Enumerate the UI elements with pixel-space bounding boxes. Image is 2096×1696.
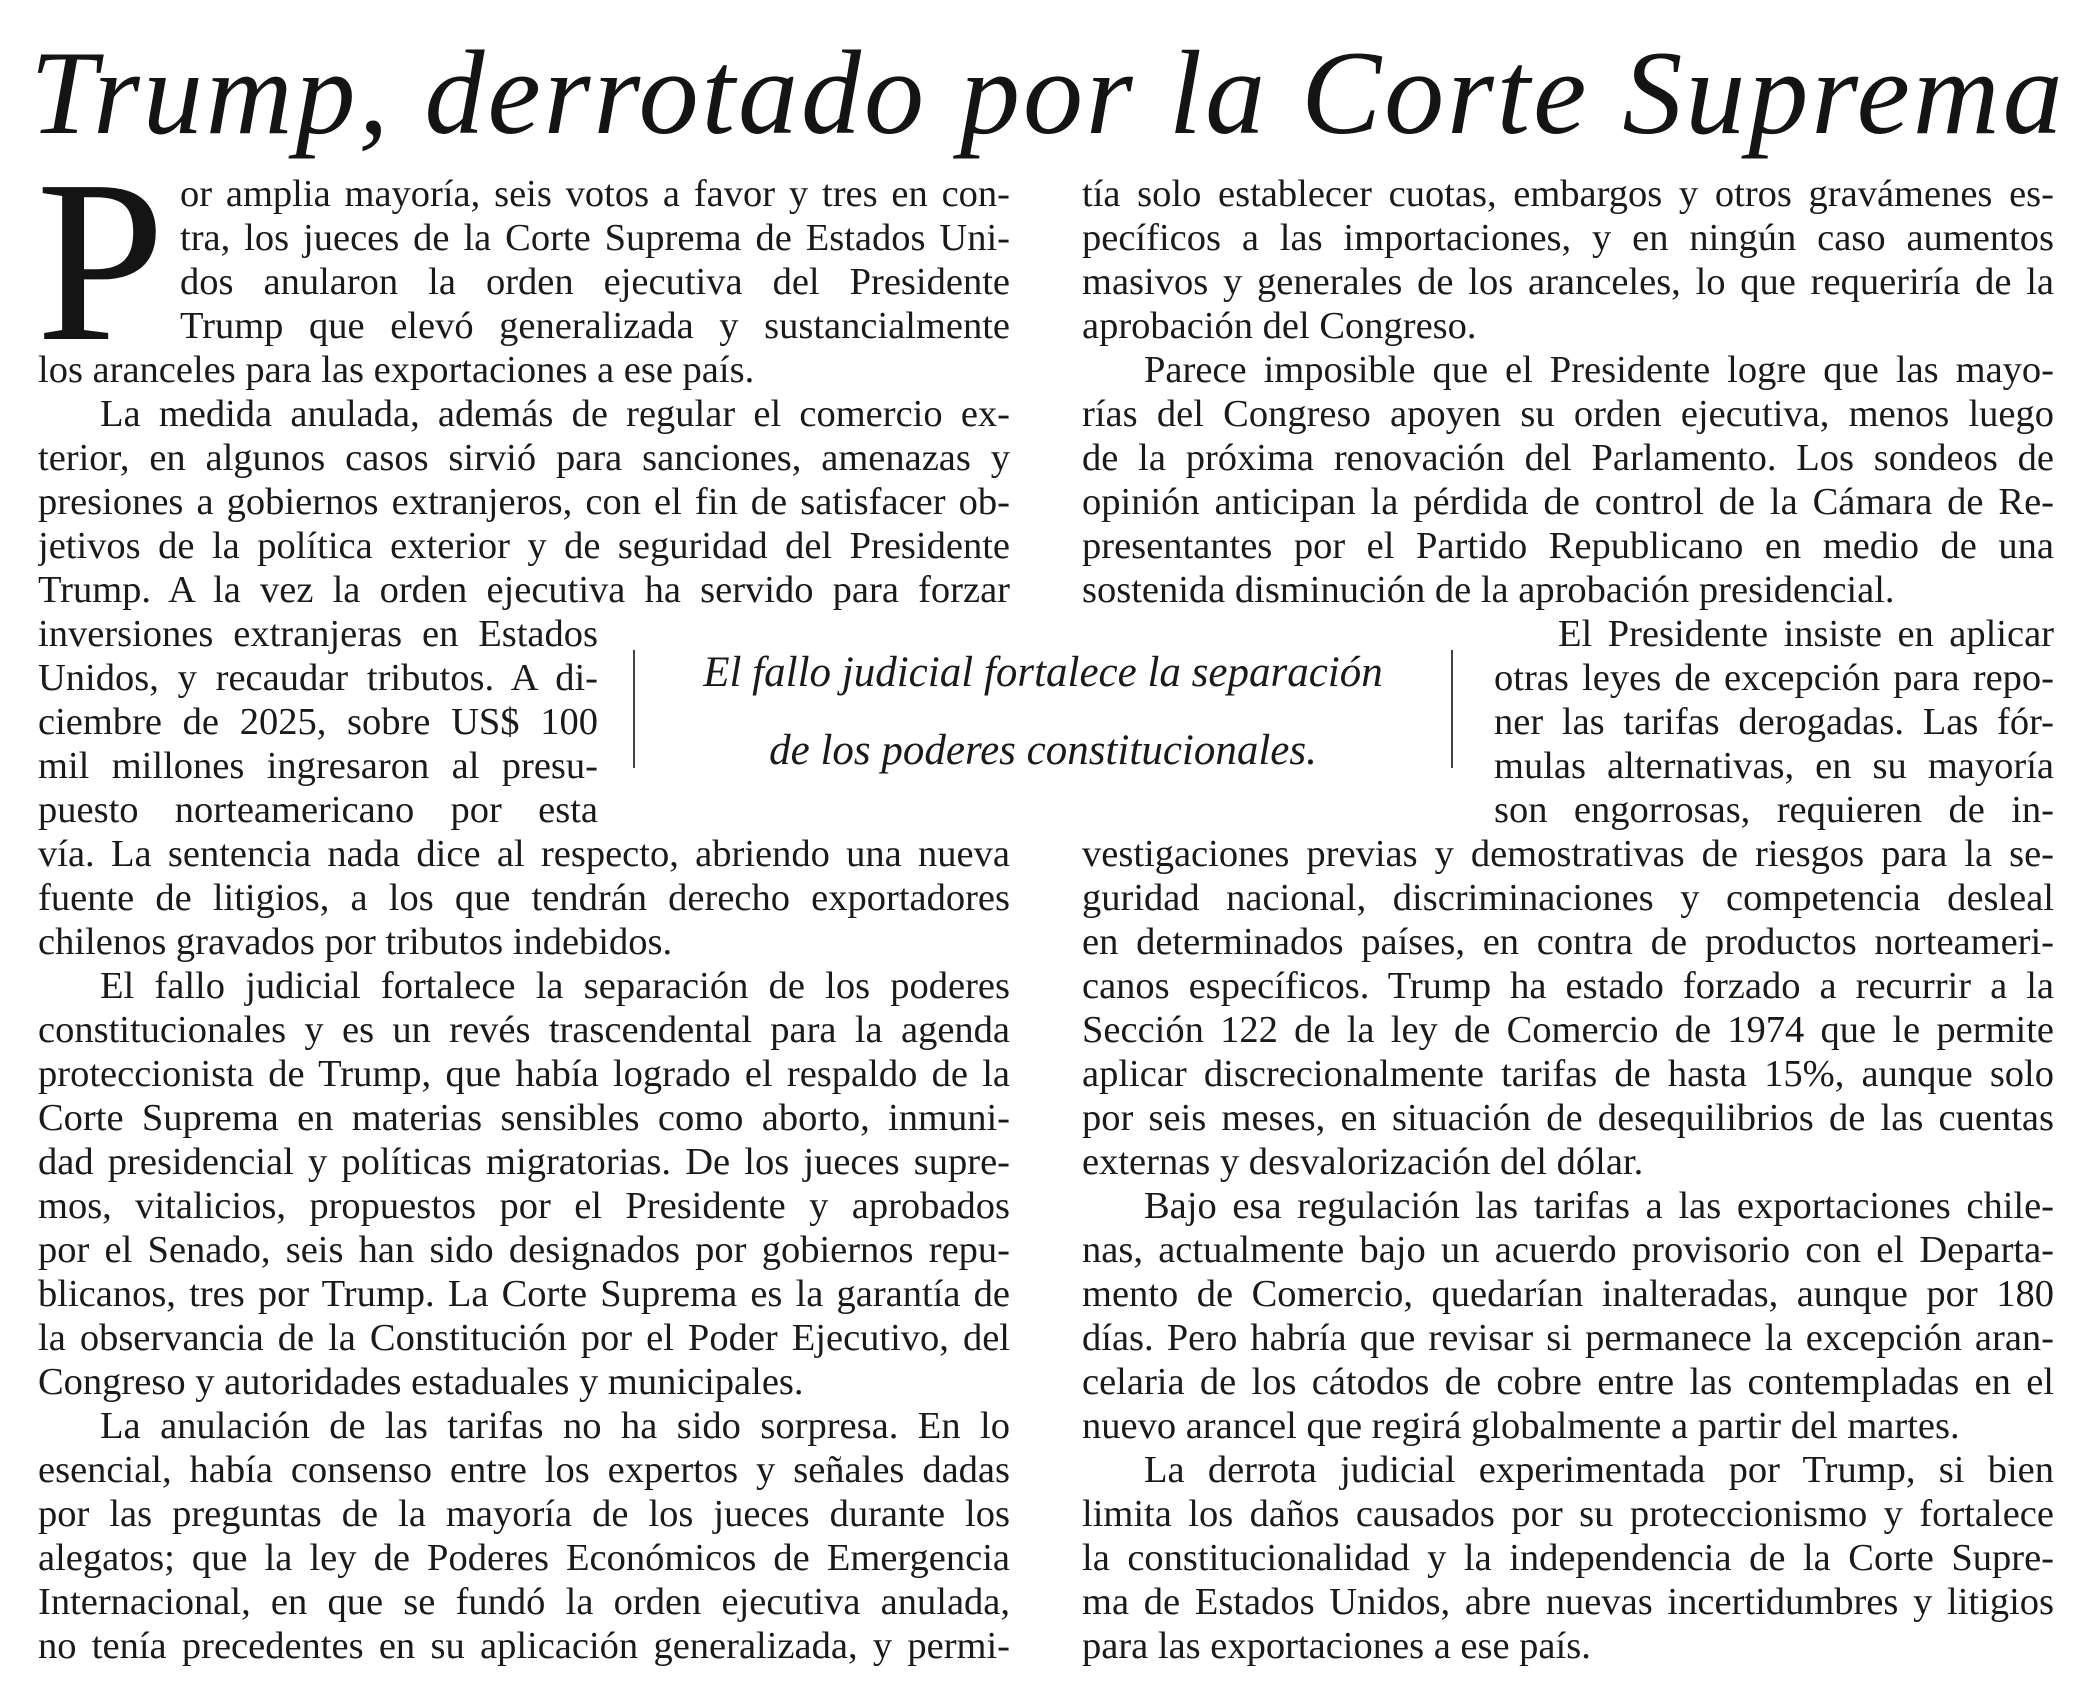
text-line: La medida anulada, además de regular el comercio ex-: [100, 393, 1010, 435]
text-line: celaria de los cátodos de cobre entre las contempladas en el: [1082, 1361, 2054, 1403]
text-line: opinión anticipan la pérdida de control de la Cámara de Re-: [1082, 481, 2054, 523]
text-line: guridad nacional, discriminaciones y competencia desleal: [1082, 877, 2054, 919]
text-line: fuente de litigios, a los que tendrán derecho exportadores: [38, 877, 1010, 919]
text-line: blicanos, tres por Trump. La Corte Suprema es la garantía de: [38, 1273, 1010, 1315]
text-line: esencial, había consenso entre los expertos y señales dadas: [38, 1449, 1010, 1491]
text-line: son engorrosas, requieren de in-: [1494, 789, 2054, 831]
text-line: Trump. A la vez la orden ejecutiva ha servido para forzar: [38, 569, 1010, 611]
text-line: pecíficos a las importaciones, y en ningún caso aumentos: [1082, 217, 2054, 259]
text-line: Bajo esa regulación las tarifas a las exportaciones chile-: [1144, 1185, 2054, 1227]
text-line: por seis meses, en situación de desequilibrios de las cuentas: [1082, 1097, 2054, 1139]
text-line: ciembre de 2025, sobre US$ 100: [38, 701, 598, 743]
pull-quote-rule-left: [633, 650, 635, 768]
text-line: aplicar discrecionalmente tarifas de hasta 15%, aunque solo: [1082, 1053, 2054, 1095]
text-line: presiones a gobiernos extranjeros, con el fin de satisfacer ob-: [38, 481, 1010, 523]
text-line: Parece imposible que el Presidente logre que las mayo-: [1144, 349, 2054, 391]
headline: Trump, derrotado por la Corte Suprema: [30, 26, 2066, 159]
text-line: or amplia mayoría, seis votos a favor y tres en con-: [180, 173, 1010, 215]
text-line: chilenos gravados por tributos indebidos.: [38, 921, 673, 963]
text-line: inversiones extranjeras en Estados: [38, 613, 598, 655]
pull-quote-line: de los poderes constitucionales.: [769, 727, 1317, 774]
text-line: Corte Suprema en materias sensibles como aborto, inmuni-: [38, 1097, 1010, 1139]
text-line: externas y desvalorización del dólar.: [1082, 1141, 1644, 1183]
text-line: por el Senado, seis han sido designados por gobiernos repu-: [38, 1229, 1010, 1271]
text-line: tra, los jueces de la Corte Suprema de Estados Uni-: [180, 217, 1010, 259]
text-line: presentantes por el Partido Republicano en medio de una: [1082, 525, 2054, 567]
text-line: sostenida disminución de la aprobación presidencial.: [1082, 569, 1895, 611]
text-line: por las preguntas de la mayoría de los jueces durante los: [38, 1493, 1010, 1535]
text-line: canos específicos. Trump ha estado forzado a recurrir a la: [1082, 965, 2054, 1007]
text-line: ma de Estados Unidos, abre nuevas incertidumbres y litigios: [1082, 1581, 2054, 1623]
text-line: dad presidencial y políticas migratorias. De los jueces supre-: [38, 1141, 1010, 1183]
text-line: constitucionales y es un revés trascendental para la agenda: [38, 1009, 1010, 1051]
text-line: jetivos de la política exterior y de seguridad del Presidente: [38, 525, 1010, 567]
text-line: La derrota judicial experimentada por Trump, si bien: [1144, 1449, 2054, 1491]
text-line: Unidos, y recaudar tributos. A di-: [38, 657, 598, 699]
text-line: dos anularon la orden ejecutiva del Presidente: [180, 261, 1010, 303]
text-line: tía solo establecer cuotas, embargos y otros gravámenes es-: [1082, 173, 2054, 215]
text-line: la observancia de la Constitución por el Poder Ejecutivo, del: [38, 1317, 1010, 1359]
text-line: La anulación de las tarifas no ha sido sorpresa. En lo: [100, 1405, 1010, 1447]
drop-cap: P: [36, 133, 166, 390]
text-line: otras leyes de excepción para repo-: [1494, 657, 2054, 699]
text-line: limita los daños causados por su proteccionismo y fortalece: [1082, 1493, 2054, 1535]
text-line: mil millones ingresaron al presu-: [38, 745, 598, 787]
text-line: mulas alternativas, en su mayoría: [1494, 745, 2054, 787]
text-line: alegatos; que la ley de Poderes Económicos de Emergencia: [38, 1537, 1010, 1579]
text-line: aprobación del Congreso.: [1082, 305, 1477, 347]
text-line: puesto norteamericano por esta: [38, 789, 598, 831]
text-line: proteccionista de Trump, que había logrado el respaldo de la: [38, 1053, 1010, 1095]
text-line: masivos y generales de los aranceles, lo que requeriría de la: [1082, 261, 2054, 303]
text-line: para las exportaciones a ese país.: [1082, 1625, 1591, 1667]
text-line: ner las tarifas derogadas. Las fór-: [1494, 701, 2054, 743]
text-line: rías del Congreso apoyen su orden ejecutiva, menos luego: [1082, 393, 2054, 435]
text-line: El fallo judicial fortalece la separación de los poderes: [100, 965, 1010, 1007]
text-line: los aranceles para las exportaciones a ese país.: [38, 349, 755, 391]
text-line: Sección 122 de la ley de Comercio de 1974 que le permite: [1082, 1009, 2054, 1051]
text-line: mos, vitalicios, propuestos por el Presidente y aprobados: [38, 1185, 1010, 1227]
text-line: vestigaciones previas y demostrativas de riesgos para la se-: [1082, 833, 2054, 875]
text-line: de la próxima renovación del Parlamento. Los sondeos de: [1082, 437, 2054, 479]
text-line: Congreso y autoridades estaduales y municipales.: [38, 1361, 804, 1403]
pull-quote: [633, 640, 1453, 792]
text-line: días. Pero habría que revisar si permanece la excepción aran-: [1082, 1317, 2054, 1359]
text-line: Trump que elevó generalizada y sustancialmente: [180, 305, 1010, 347]
text-line: El Presidente insiste en aplicar: [1558, 613, 2054, 655]
text-line: vía. La sentencia nada dice al respecto, abriendo una nueva: [38, 833, 1010, 875]
text-line: en determinados países, en contra de productos norteameri-: [1082, 921, 2054, 963]
text-line: no tenía precedentes en su aplicación generalizada, y permi-: [38, 1625, 1010, 1667]
text-line: la constitucionalidad y la independencia de la Corte Supre-: [1082, 1537, 2054, 1579]
text-line: nas, actualmente bajo un acuerdo provisorio con el Departa-: [1082, 1229, 2054, 1271]
text-line: mento de Comercio, quedarían inalteradas, aunque por 180: [1082, 1273, 2054, 1315]
pull-quote-rule-right: [1451, 650, 1453, 768]
pull-quote-line: El fallo judicial fortalece la separación: [703, 649, 1383, 696]
text-line: terior, en algunos casos sirvió para sanciones, amenazas y: [38, 437, 1010, 479]
text-line: Internacional, en que se fundó la orden ejecutiva anulada,: [38, 1581, 1010, 1623]
text-line: nuevo arancel que regirá globalmente a partir del martes.: [1082, 1405, 1960, 1447]
